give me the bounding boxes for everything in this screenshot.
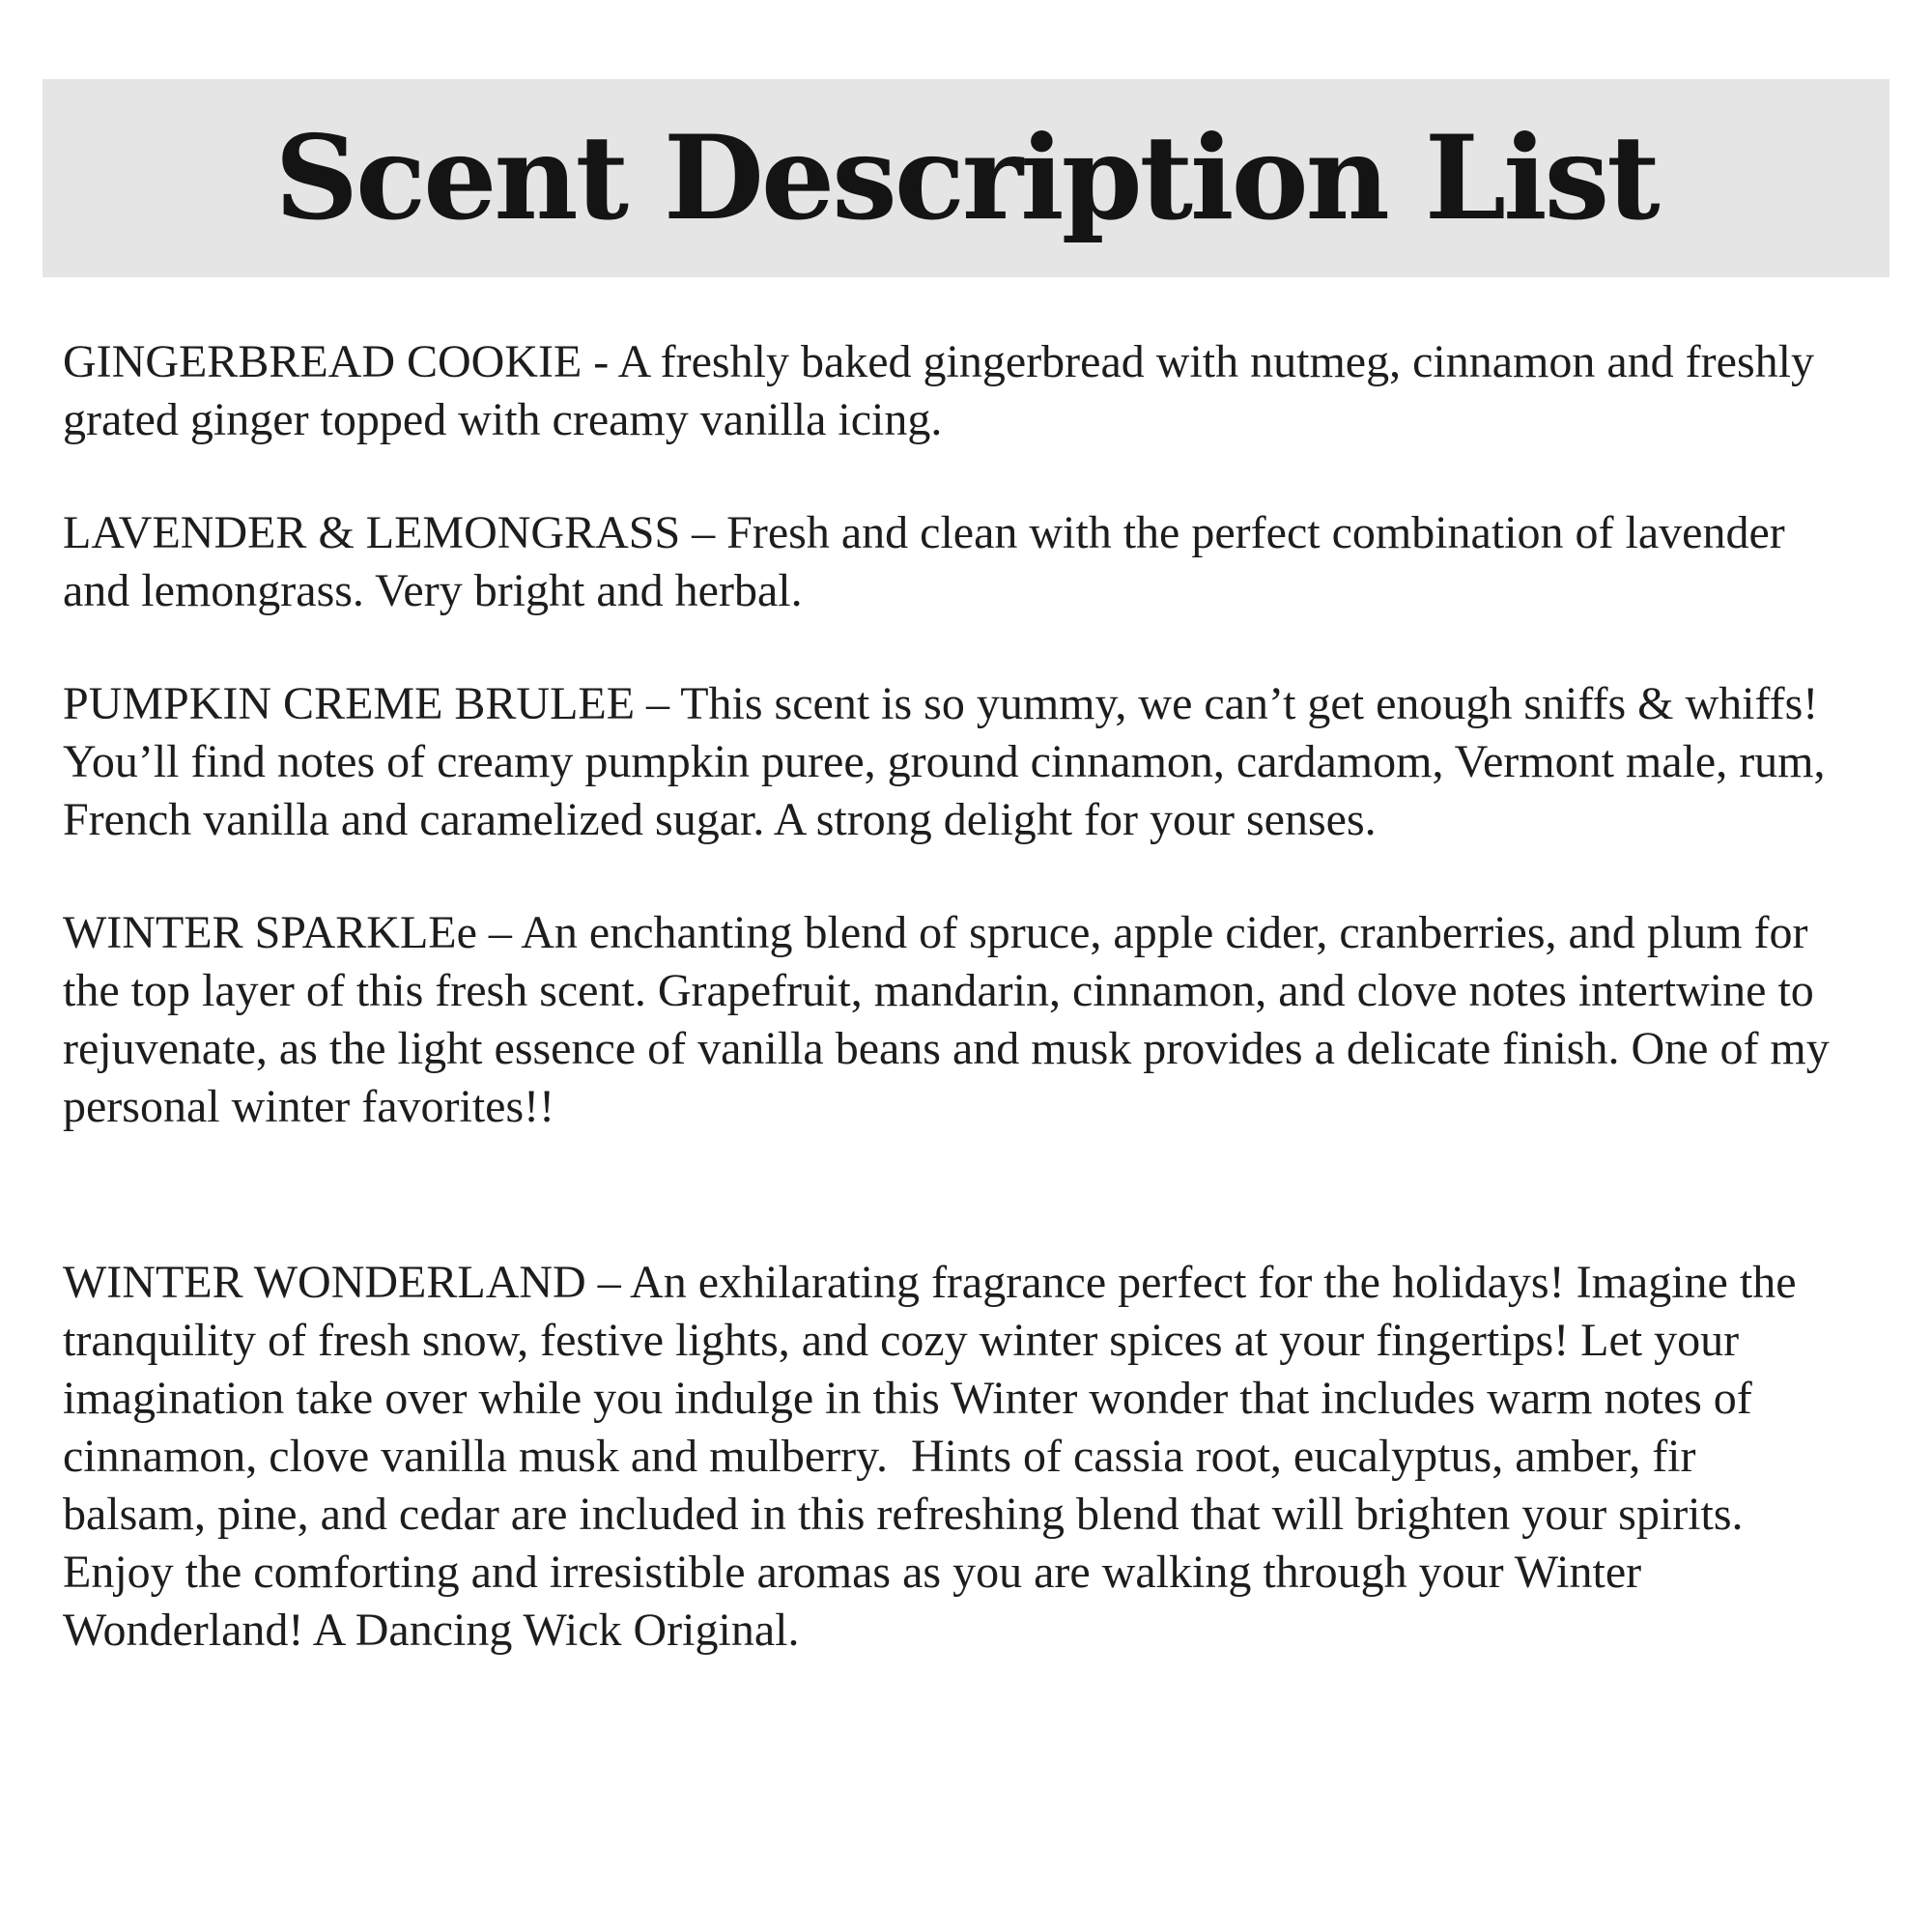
scent-description-pumpkin-creme-brulee: PUMPKIN CREME BRULEE – This scent is so yummy, we can’t get enough sniffs & whiffs! You’ll find notes of creamy pumpkin puree, ground cinnamon, cardamom, Vermont male, rum, French vanilla and caramelized sugar. A strong delight for your senses.: [63, 678, 1837, 845]
header-banner: [43, 79, 1889, 277]
scent-description-lavender-lemongrass: LAVENDER & LEMONGRASS – Fresh and clean with the perfect combination of lavender and lemongrass. Very bright and herbal.: [63, 507, 1797, 616]
scent-description-list: [0, 333, 1932, 1715]
scent-description-winter-sparkle: WINTER SPARKLEe – An enchanting blend of spruce, apple cider, cranberries, and plum for the top layer of this fresh scent. Grapefruit, mandarin, cinnamon, and clove notes intertwine to rejuvenate, as the light essence of vanilla beans and musk provides a delicate finish. One of my personal winter favorites!!: [63, 907, 1841, 1132]
page-title: Scent Description List: [274, 109, 1658, 246]
scent-description-gingerbread-cookie: GINGERBREAD COOKIE - A freshly baked gingerbread with nutmeg, cinnamon and freshly grated ginger topped with creamy vanilla icing.: [63, 336, 1826, 445]
scent-description-winter-wonderland: WINTER WONDERLAND – An exhilarating fragrance perfect for the holidays! Imagine the tranquility of fresh snow, festive lights, and cozy winter spices at your fingertips! Let your imagination take over while you indulge in this Winter wonder that includes warm notes of cinnamon, clove vanilla musk and mulberry. Hints of cassia root, eucalyptus, amber, fir balsam, pine, and cedar are included in this refreshing blend that will brighten your spirits. Enjoy the comforting and irresistible aromas as you are walking through your Winter Wonderland! A Dancing Wick Original.: [63, 1257, 1808, 1656]
